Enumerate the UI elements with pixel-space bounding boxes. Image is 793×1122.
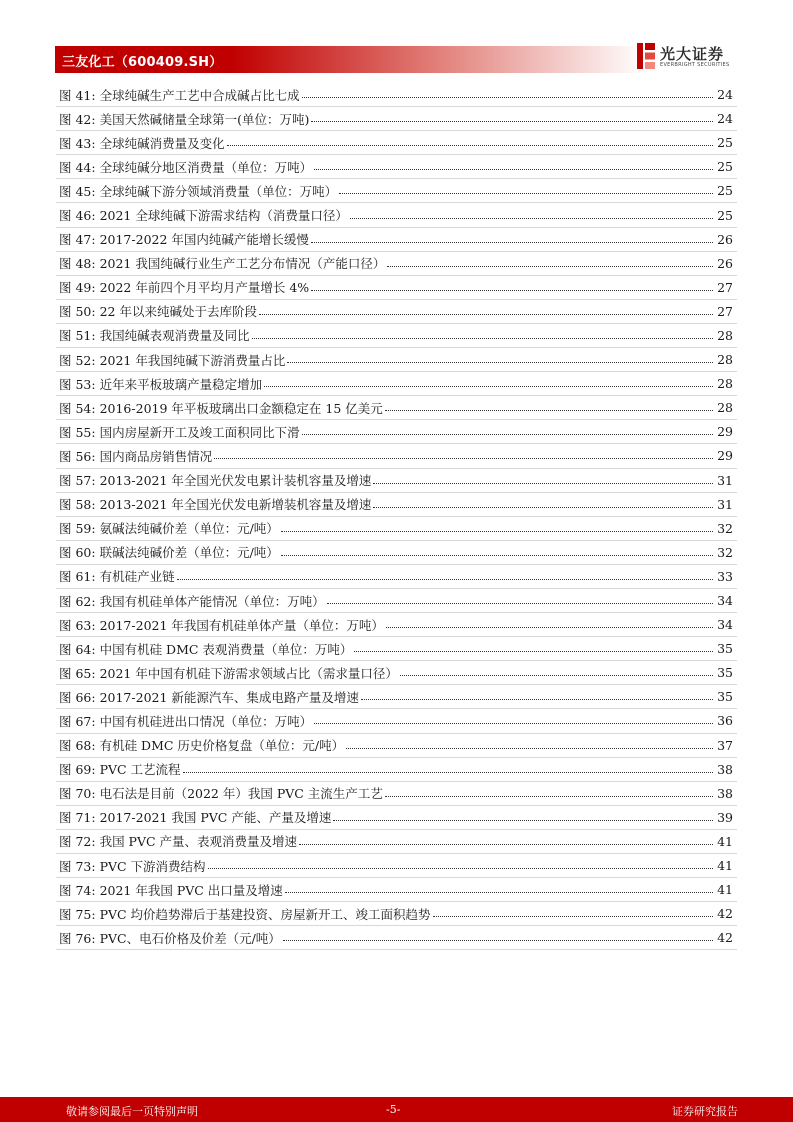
toc-figure-title: 我国 PVC 产量、表观消费量及增速: [99, 834, 298, 850]
toc-figure-label: 图 56:: [59, 448, 96, 464]
toc-dot-leader: [302, 434, 714, 435]
toc-entry[interactable]: [56, 782, 737, 806]
toc-figure-title: 2016-2019 年平板玻璃出口金额稳定在 15 亿美元: [99, 400, 383, 416]
toc-entry[interactable]: [56, 613, 737, 637]
toc-entry[interactable]: [56, 565, 737, 589]
toc-page-number: 35: [717, 665, 733, 681]
toc-entry[interactable]: [56, 228, 737, 252]
toc-figure-title: 2013-2021 年全国光伏发电新增装机容量及增速: [99, 497, 372, 513]
toc-figure-label: 图 68:: [59, 738, 96, 754]
toc-figure-title: 氨碱法纯碱价差（单位：元/吨）: [99, 521, 279, 537]
toc-figure-title: 中国有机硅进出口情况（单位：万吨）: [99, 713, 313, 729]
toc-dot-leader: [385, 796, 713, 797]
toc-dot-leader: [385, 410, 713, 411]
toc-figure-title: 2017-2021 新能源汽车、集成电路产量及增速: [99, 689, 359, 705]
toc-figure-label: 图 53:: [59, 376, 96, 392]
toc-page-number: 26: [717, 255, 733, 271]
toc-page-number: 28: [717, 327, 733, 343]
toc-entry[interactable]: [56, 203, 737, 227]
toc-figure-label: 图 45:: [59, 183, 96, 199]
toc-page-number: 29: [717, 448, 733, 464]
toc-figure-title: 美国天然碱储量全球第一(单位：万吨): [99, 111, 310, 127]
toc-page-number: 25: [717, 135, 733, 151]
toc-page-number: 24: [717, 87, 733, 103]
toc-page-number: 29: [717, 424, 733, 440]
toc-entry[interactable]: [56, 685, 737, 709]
toc-page-number: 34: [717, 593, 733, 609]
toc-dot-leader: [387, 266, 713, 267]
toc-figure-title: 2022 年前四个月平均月产量增长 4%: [99, 280, 310, 296]
toc-figure-title: 全球纯碱消费量及变化: [99, 135, 225, 151]
toc-page-number: 26: [717, 231, 733, 247]
toc-figure-label: 图 74:: [59, 882, 96, 898]
toc-page-number: 24: [717, 111, 733, 127]
toc-figure-title: PVC 工艺流程: [99, 762, 181, 778]
toc-dot-leader: [208, 868, 714, 869]
toc-figure-label: 图 52:: [59, 352, 96, 368]
page-footer: [0, 1097, 793, 1122]
toc-dot-leader: [311, 242, 713, 243]
toc-entry[interactable]: [56, 806, 737, 830]
toc-dot-leader: [346, 748, 713, 749]
toc-dot-leader: [299, 844, 713, 845]
toc-page-number: 32: [717, 520, 733, 536]
toc-figure-title: 我国有机硅单体产能情况（单位：万吨）: [99, 593, 325, 609]
toc-dot-leader: [214, 458, 713, 459]
toc-figure-label: 图 60:: [59, 545, 96, 561]
toc-figure-label: 图 43:: [59, 135, 96, 151]
toc-dot-leader: [283, 940, 713, 941]
toc-entry[interactable]: [56, 348, 737, 372]
toc-figure-label: 图 76:: [59, 930, 96, 946]
toc-figure-title: 国内房屋新开工及竣工面积同比下滑: [99, 424, 300, 440]
toc-figure-label: 图 75:: [59, 906, 96, 922]
toc-entry[interactable]: [56, 83, 737, 107]
toc-dot-leader: [339, 193, 713, 194]
toc-figure-title: 2021 年中国有机硅下游需求领域占比（需求量口径）: [99, 665, 398, 681]
toc-figure-label: 图 64:: [59, 641, 96, 657]
toc-dot-leader: [311, 290, 713, 291]
toc-entry[interactable]: [56, 661, 737, 685]
toc-page-number: 31: [717, 472, 733, 488]
toc-figure-label: 图 55:: [59, 424, 96, 440]
toc-figure-label: 图 72:: [59, 834, 96, 850]
toc-dot-leader: [361, 699, 713, 700]
toc-entry[interactable]: [56, 179, 737, 203]
toc-page-number: 31: [717, 496, 733, 512]
everbright-logo-icon: [636, 42, 656, 70]
toc-page-number: 34: [717, 617, 733, 633]
toc-entry[interactable]: [56, 926, 737, 950]
toc-figure-title: 2017-2021 年我国有机硅单体产量（单位：万吨）: [99, 617, 384, 633]
toc-figure-title: 有机硅产业链: [99, 569, 175, 585]
report-company-title: 三友化工（600409.SH）: [62, 55, 223, 70]
toc-dot-leader: [287, 362, 713, 363]
toc-page-number: 36: [717, 713, 733, 729]
toc-page-number: 38: [717, 785, 733, 801]
toc-figure-title: 国内商品房销售情况: [99, 448, 213, 464]
toc-page-number: 42: [717, 930, 733, 946]
toc-dot-leader: [252, 338, 714, 339]
toc-page-number: 32: [717, 544, 733, 560]
toc-page-number: 35: [717, 689, 733, 705]
toc-page-number: 28: [717, 352, 733, 368]
toc-dot-leader: [285, 892, 713, 893]
toc-dot-leader: [373, 483, 713, 484]
toc-dot-leader: [227, 145, 714, 146]
toc-entry[interactable]: [56, 131, 737, 155]
toc-entry[interactable]: [56, 878, 737, 902]
toc-dot-leader: [314, 169, 713, 170]
toc-figure-label: 图 70:: [59, 786, 96, 802]
toc-entry[interactable]: [56, 300, 737, 324]
toc-page-number: 35: [717, 641, 733, 657]
toc-dot-leader: [311, 121, 713, 122]
toc-page-number: 39: [717, 809, 733, 825]
toc-figure-label: 图 63:: [59, 617, 96, 633]
toc-entry[interactable]: [56, 709, 737, 733]
toc-figure-title: PVC 下游消费结构: [99, 858, 206, 874]
toc-figure-title: 2017-2022 年国内纯碱产能增长缓慢: [99, 232, 309, 248]
toc-entry[interactable]: [56, 854, 737, 878]
toc-entry[interactable]: [56, 493, 737, 517]
toc-figure-label: 图 54:: [59, 400, 96, 416]
toc-figure-title: 2013-2021 年全国光伏发电累计装机容量及增速: [99, 473, 372, 489]
toc-figure-title: 全球纯碱分地区消费量（单位：万吨）: [99, 159, 313, 175]
toc-page-number: 41: [717, 882, 733, 898]
toc-figure-title: 2021 我国纯碱行业生产工艺分布情况（产能口径）: [99, 256, 386, 272]
page-number: -5-: [386, 1103, 401, 1116]
toc-entry[interactable]: [56, 517, 737, 541]
toc-entry[interactable]: [56, 444, 737, 468]
toc-entry[interactable]: [56, 107, 737, 131]
toc-figure-label: 图 51:: [59, 328, 96, 344]
toc-dot-leader: [373, 507, 713, 508]
toc-page-number: 41: [717, 833, 733, 849]
toc-entry[interactable]: [56, 469, 737, 493]
toc-entry[interactable]: [56, 830, 737, 854]
toc-figure-label: 图 66:: [59, 689, 96, 705]
toc-figure-label: 图 44:: [59, 159, 96, 175]
toc-dot-leader: [281, 555, 713, 556]
toc-page-number: 33: [717, 568, 733, 584]
toc-figure-title: 中国有机硅 DMC 表观消费量（单位：万吨）: [99, 641, 353, 657]
toc-dot-leader: [302, 97, 714, 98]
toc-dot-leader: [400, 675, 713, 676]
toc-figure-title: PVC、电石价格及价差（元/吨）: [99, 930, 281, 946]
page-header: [0, 0, 793, 80]
toc-page-number: 37: [717, 737, 733, 753]
toc-dot-leader: [259, 314, 713, 315]
toc-figure-label: 图 65:: [59, 665, 96, 681]
toc-figure-title: 近年来平板玻璃产量稳定增加: [99, 376, 263, 392]
toc-figure-label: 图 48:: [59, 256, 96, 272]
toc-figure-label: 图 42:: [59, 111, 96, 127]
toc-page-number: 28: [717, 400, 733, 416]
toc-entry[interactable]: [56, 902, 737, 926]
toc-figure-title: 全球纯碱生产工艺中合成碱占比七成: [99, 87, 300, 103]
toc-figure-label: 图 49:: [59, 280, 96, 296]
toc-dot-leader: [264, 386, 713, 387]
toc-page-number: 28: [717, 376, 733, 392]
toc-figure-label: 图 71:: [59, 810, 96, 826]
toc-dot-leader: [314, 723, 713, 724]
toc-dot-leader: [350, 218, 713, 219]
toc-figure-title: 全球纯碱下游分领域消费量（单位：万吨）: [99, 183, 338, 199]
toc-figure-label: 图 57:: [59, 473, 96, 489]
toc-figure-label: 图 69:: [59, 762, 96, 778]
toc-entry[interactable]: [56, 758, 737, 782]
toc-figure-label: 图 61:: [59, 569, 96, 585]
toc-figure-label: 图 46:: [59, 208, 96, 224]
footer-disclaimer: 敬请参阅最后一页特别声明: [66, 1105, 198, 1118]
toc-figure-label: 图 67:: [59, 713, 96, 729]
toc-dot-leader: [354, 651, 713, 652]
toc-figure-title: 2021 全球纯碱下游需求结构（消费量口径）: [99, 208, 348, 224]
toc-page-number: 27: [717, 279, 733, 295]
toc-figure-title: 联碱法纯碱价差（单位：元/吨）: [99, 545, 279, 561]
toc-page-number: 25: [717, 159, 733, 175]
toc-entry[interactable]: [56, 276, 737, 300]
toc-figure-title: 有机硅 DMC 历史价格复盘（单位：元/吨）: [99, 738, 345, 754]
toc-figure-title: 我国纯碱表观消费量及同比: [99, 328, 250, 344]
toc-figure-title: PVC 均价趋势滞后于基建投资、房屋新开工、竣工面积趋势: [99, 906, 431, 922]
toc-entry[interactable]: [56, 155, 737, 179]
toc-figure-title: 2021 年我国纯碱下游消费量占比: [99, 352, 286, 368]
toc-entry[interactable]: [56, 420, 737, 444]
toc-dot-leader: [327, 603, 714, 604]
toc-figure-title: 2021 年我国 PVC 出口量及增速: [99, 882, 283, 898]
toc-dot-leader: [281, 531, 713, 532]
toc-dot-leader: [386, 627, 713, 628]
brand-name-en: EVERBRIGHT SECURITIES: [660, 62, 730, 68]
toc-entry[interactable]: [56, 372, 737, 396]
toc-figure-label: 图 58:: [59, 497, 96, 513]
toc-page-number: 41: [717, 858, 733, 874]
toc-page-number: 42: [717, 906, 733, 922]
figure-index-list: [56, 83, 737, 950]
toc-entry[interactable]: [56, 589, 737, 613]
toc-figure-label: 图 47:: [59, 232, 96, 248]
toc-figure-label: 图 73:: [59, 858, 96, 874]
brand-logo: [636, 42, 746, 72]
brand-name-cn: 光大证券: [660, 45, 725, 63]
toc-entry[interactable]: [56, 541, 737, 565]
toc-entry[interactable]: [56, 734, 737, 758]
toc-entry[interactable]: [56, 252, 737, 276]
toc-entry[interactable]: [56, 324, 737, 348]
toc-page-number: 25: [717, 183, 733, 199]
toc-dot-leader: [183, 772, 714, 773]
toc-dot-leader: [333, 820, 713, 821]
toc-dot-leader: [177, 579, 714, 580]
toc-figure-title: 22 年以来纯碱处于去库阶段: [99, 304, 257, 320]
toc-figure-title: 2017-2021 我国 PVC 产能、产量及增速: [99, 810, 332, 826]
toc-entry[interactable]: [56, 637, 737, 661]
toc-figure-label: 图 50:: [59, 304, 96, 320]
toc-page-number: 25: [717, 207, 733, 223]
toc-figure-label: 图 41:: [59, 87, 96, 103]
toc-page-number: 38: [717, 761, 733, 777]
toc-dot-leader: [433, 916, 714, 917]
toc-figure-label: 图 59:: [59, 521, 96, 537]
toc-figure-title: 电石法是目前（2022 年）我国 PVC 主流生产工艺: [99, 786, 383, 802]
toc-page-number: 27: [717, 303, 733, 319]
toc-entry[interactable]: [56, 396, 737, 420]
toc-figure-label: 图 62:: [59, 593, 96, 609]
report-type-label: 证券研究报告: [672, 1105, 738, 1118]
